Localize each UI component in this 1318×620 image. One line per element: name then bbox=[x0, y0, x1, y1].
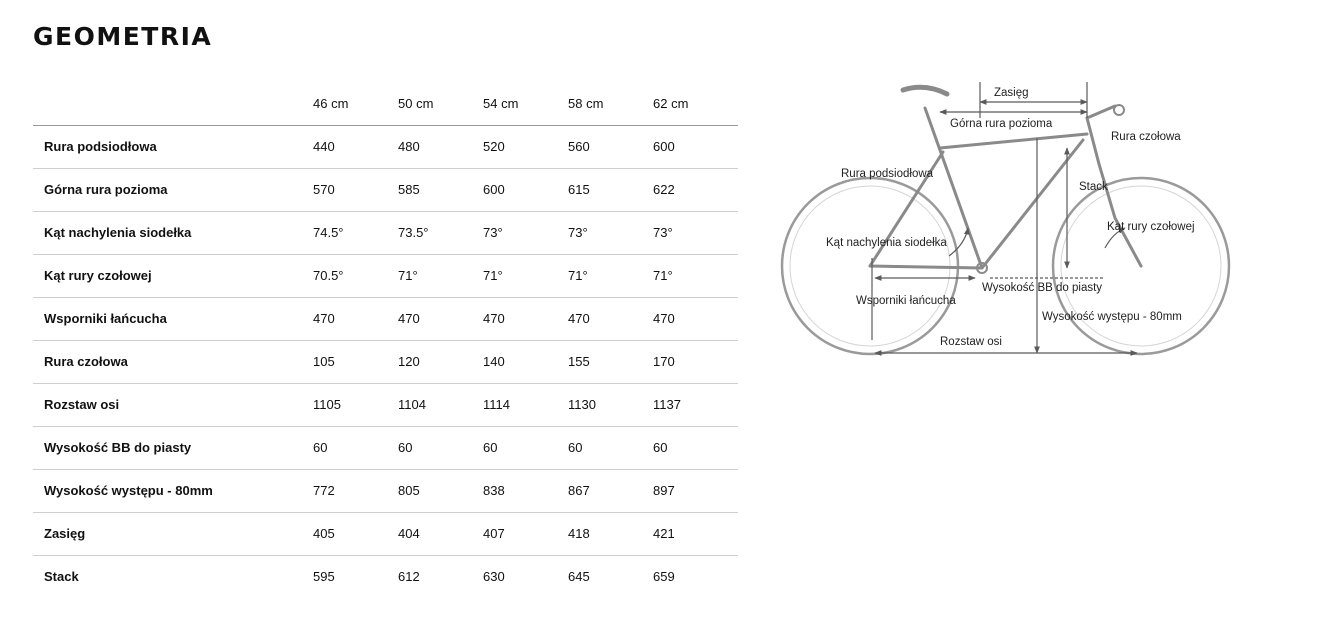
table-cell: 418 bbox=[568, 512, 653, 555]
table-cell: 470 bbox=[568, 297, 653, 340]
row-label: Wysokość BB do piasty bbox=[33, 426, 313, 469]
row-label: Rura podsiodłowa bbox=[33, 125, 313, 168]
table-cell: 520 bbox=[483, 125, 568, 168]
table-cell: 585 bbox=[398, 168, 483, 211]
label-chainstays: Wsporniki łańcucha bbox=[856, 295, 956, 307]
table-cell: 470 bbox=[483, 297, 568, 340]
table-cell: 805 bbox=[398, 469, 483, 512]
label-head-tube: Rura czołowa bbox=[1111, 131, 1181, 143]
table-row bbox=[33, 211, 738, 254]
table-cell: 70.5° bbox=[313, 254, 398, 297]
row-label: Rura czołowa bbox=[33, 340, 313, 383]
size-header: 62 cm bbox=[653, 82, 738, 125]
page-title: GEOMETRIA bbox=[33, 22, 213, 51]
row-label: Wsporniki łańcucha bbox=[33, 297, 313, 340]
stem-line bbox=[1087, 106, 1115, 118]
table-cell: 407 bbox=[483, 512, 568, 555]
size-header: 46 cm bbox=[313, 82, 398, 125]
table-cell: 60 bbox=[313, 426, 398, 469]
table-cell: 1130 bbox=[568, 383, 653, 426]
table-cell: 645 bbox=[568, 569, 590, 585]
table-cell: 73° bbox=[653, 211, 738, 254]
label-bb-drop: Wysokość BB do piasty bbox=[982, 282, 1103, 294]
row-label: Kąt rury czołowej bbox=[33, 254, 313, 297]
table-cell: 170 bbox=[653, 340, 738, 383]
table-cell: 405 bbox=[313, 512, 398, 555]
table-cell: 60 bbox=[653, 426, 738, 469]
table-cell: 404 bbox=[398, 512, 483, 555]
table-row bbox=[33, 469, 738, 512]
table-cell: 612 bbox=[398, 569, 420, 585]
table-cell: 421 bbox=[653, 512, 738, 555]
label-seat-angle: Kąt nachylenia siodełka bbox=[826, 237, 947, 249]
label-standover: Wysokość występu - 80mm bbox=[1042, 311, 1182, 323]
table-row bbox=[33, 512, 738, 555]
geometry-table bbox=[33, 82, 738, 598]
table-cell: 105 bbox=[313, 340, 398, 383]
table-cell: 155 bbox=[568, 340, 653, 383]
table-cell: 615 bbox=[568, 168, 653, 211]
table-row bbox=[33, 340, 738, 383]
table-cell: 1137 bbox=[653, 383, 738, 426]
table-row bbox=[33, 168, 738, 211]
table-cell: 470 bbox=[313, 297, 398, 340]
table-cell: 838 bbox=[483, 469, 568, 512]
row-label: Zasięg bbox=[33, 512, 313, 555]
table-cell: 1104 bbox=[398, 383, 483, 426]
table-cell: 867 bbox=[568, 469, 653, 512]
label-top-tube: Górna rura pozioma bbox=[950, 118, 1053, 130]
saddle-shape bbox=[903, 87, 947, 94]
table-header-empty bbox=[33, 82, 313, 125]
table-cell: 71° bbox=[568, 254, 653, 297]
table-cell: 1105 bbox=[313, 383, 398, 426]
table-cell: 60 bbox=[568, 426, 653, 469]
table-cell: 560 bbox=[568, 125, 653, 168]
row-label: Wysokość występu - 80mm bbox=[33, 469, 313, 512]
table-header-row bbox=[33, 82, 738, 125]
table-cell: 71° bbox=[483, 254, 568, 297]
handlebar bbox=[1114, 105, 1124, 115]
table-cell: 440 bbox=[313, 125, 398, 168]
table-row bbox=[33, 426, 738, 469]
table-cell: 595 bbox=[313, 569, 335, 585]
table-cell: 630 bbox=[483, 569, 505, 585]
table-cell: 71° bbox=[398, 254, 483, 297]
label-head-angle: Kąt rury czołowej bbox=[1107, 221, 1195, 233]
table-cell: 470 bbox=[398, 297, 483, 340]
chainstay-line bbox=[870, 266, 982, 268]
table-cell: 897 bbox=[653, 469, 738, 512]
top-tube-line bbox=[940, 134, 1087, 148]
row-label: Górna rura pozioma bbox=[33, 168, 313, 211]
table-cell: 73° bbox=[483, 211, 568, 254]
table-cell: 570 bbox=[313, 168, 398, 211]
label-seat-tube: Rura podsiodłowa bbox=[841, 168, 934, 180]
size-header: 50 cm bbox=[398, 82, 483, 125]
table-cell: 1114 bbox=[483, 383, 568, 426]
table-cell: 470 bbox=[653, 297, 738, 340]
row-label: Kąt nachylenia siodełka bbox=[33, 211, 313, 254]
table-cell: 480 bbox=[398, 125, 483, 168]
table-row bbox=[33, 254, 738, 297]
size-header: 54 cm bbox=[483, 82, 568, 125]
table-cell: 71° bbox=[653, 254, 738, 297]
table-cell: 659 bbox=[653, 569, 675, 585]
table-row bbox=[33, 297, 738, 340]
row-label: Rozstaw osi bbox=[33, 383, 313, 426]
table-cell: 772 bbox=[313, 469, 398, 512]
table-cell: 60 bbox=[398, 426, 483, 469]
down-tube-line bbox=[982, 140, 1083, 268]
table-row bbox=[33, 383, 738, 426]
bike-geometry-diagram bbox=[775, 78, 1245, 378]
size-header: 58 cm bbox=[568, 82, 653, 125]
table-row bbox=[33, 125, 738, 168]
label-reach: Zasięg bbox=[994, 87, 1029, 99]
table-cell: 120 bbox=[398, 340, 483, 383]
table-cell: 73.5° bbox=[398, 211, 483, 254]
row-label: Stack bbox=[44, 569, 79, 585]
label-wheelbase: Rozstaw osi bbox=[940, 336, 1002, 348]
table-cell: 600 bbox=[653, 125, 738, 168]
table-cell: 622 bbox=[653, 168, 738, 211]
table-cell: 60 bbox=[483, 426, 568, 469]
table-cell: 600 bbox=[483, 168, 568, 211]
head-tube-line bbox=[1087, 118, 1099, 164]
table-row bbox=[33, 555, 738, 598]
label-stack: Stack bbox=[1079, 181, 1108, 193]
table-cell: 73° bbox=[568, 211, 653, 254]
table-cell: 140 bbox=[483, 340, 568, 383]
table-cell: 74.5° bbox=[313, 211, 398, 254]
